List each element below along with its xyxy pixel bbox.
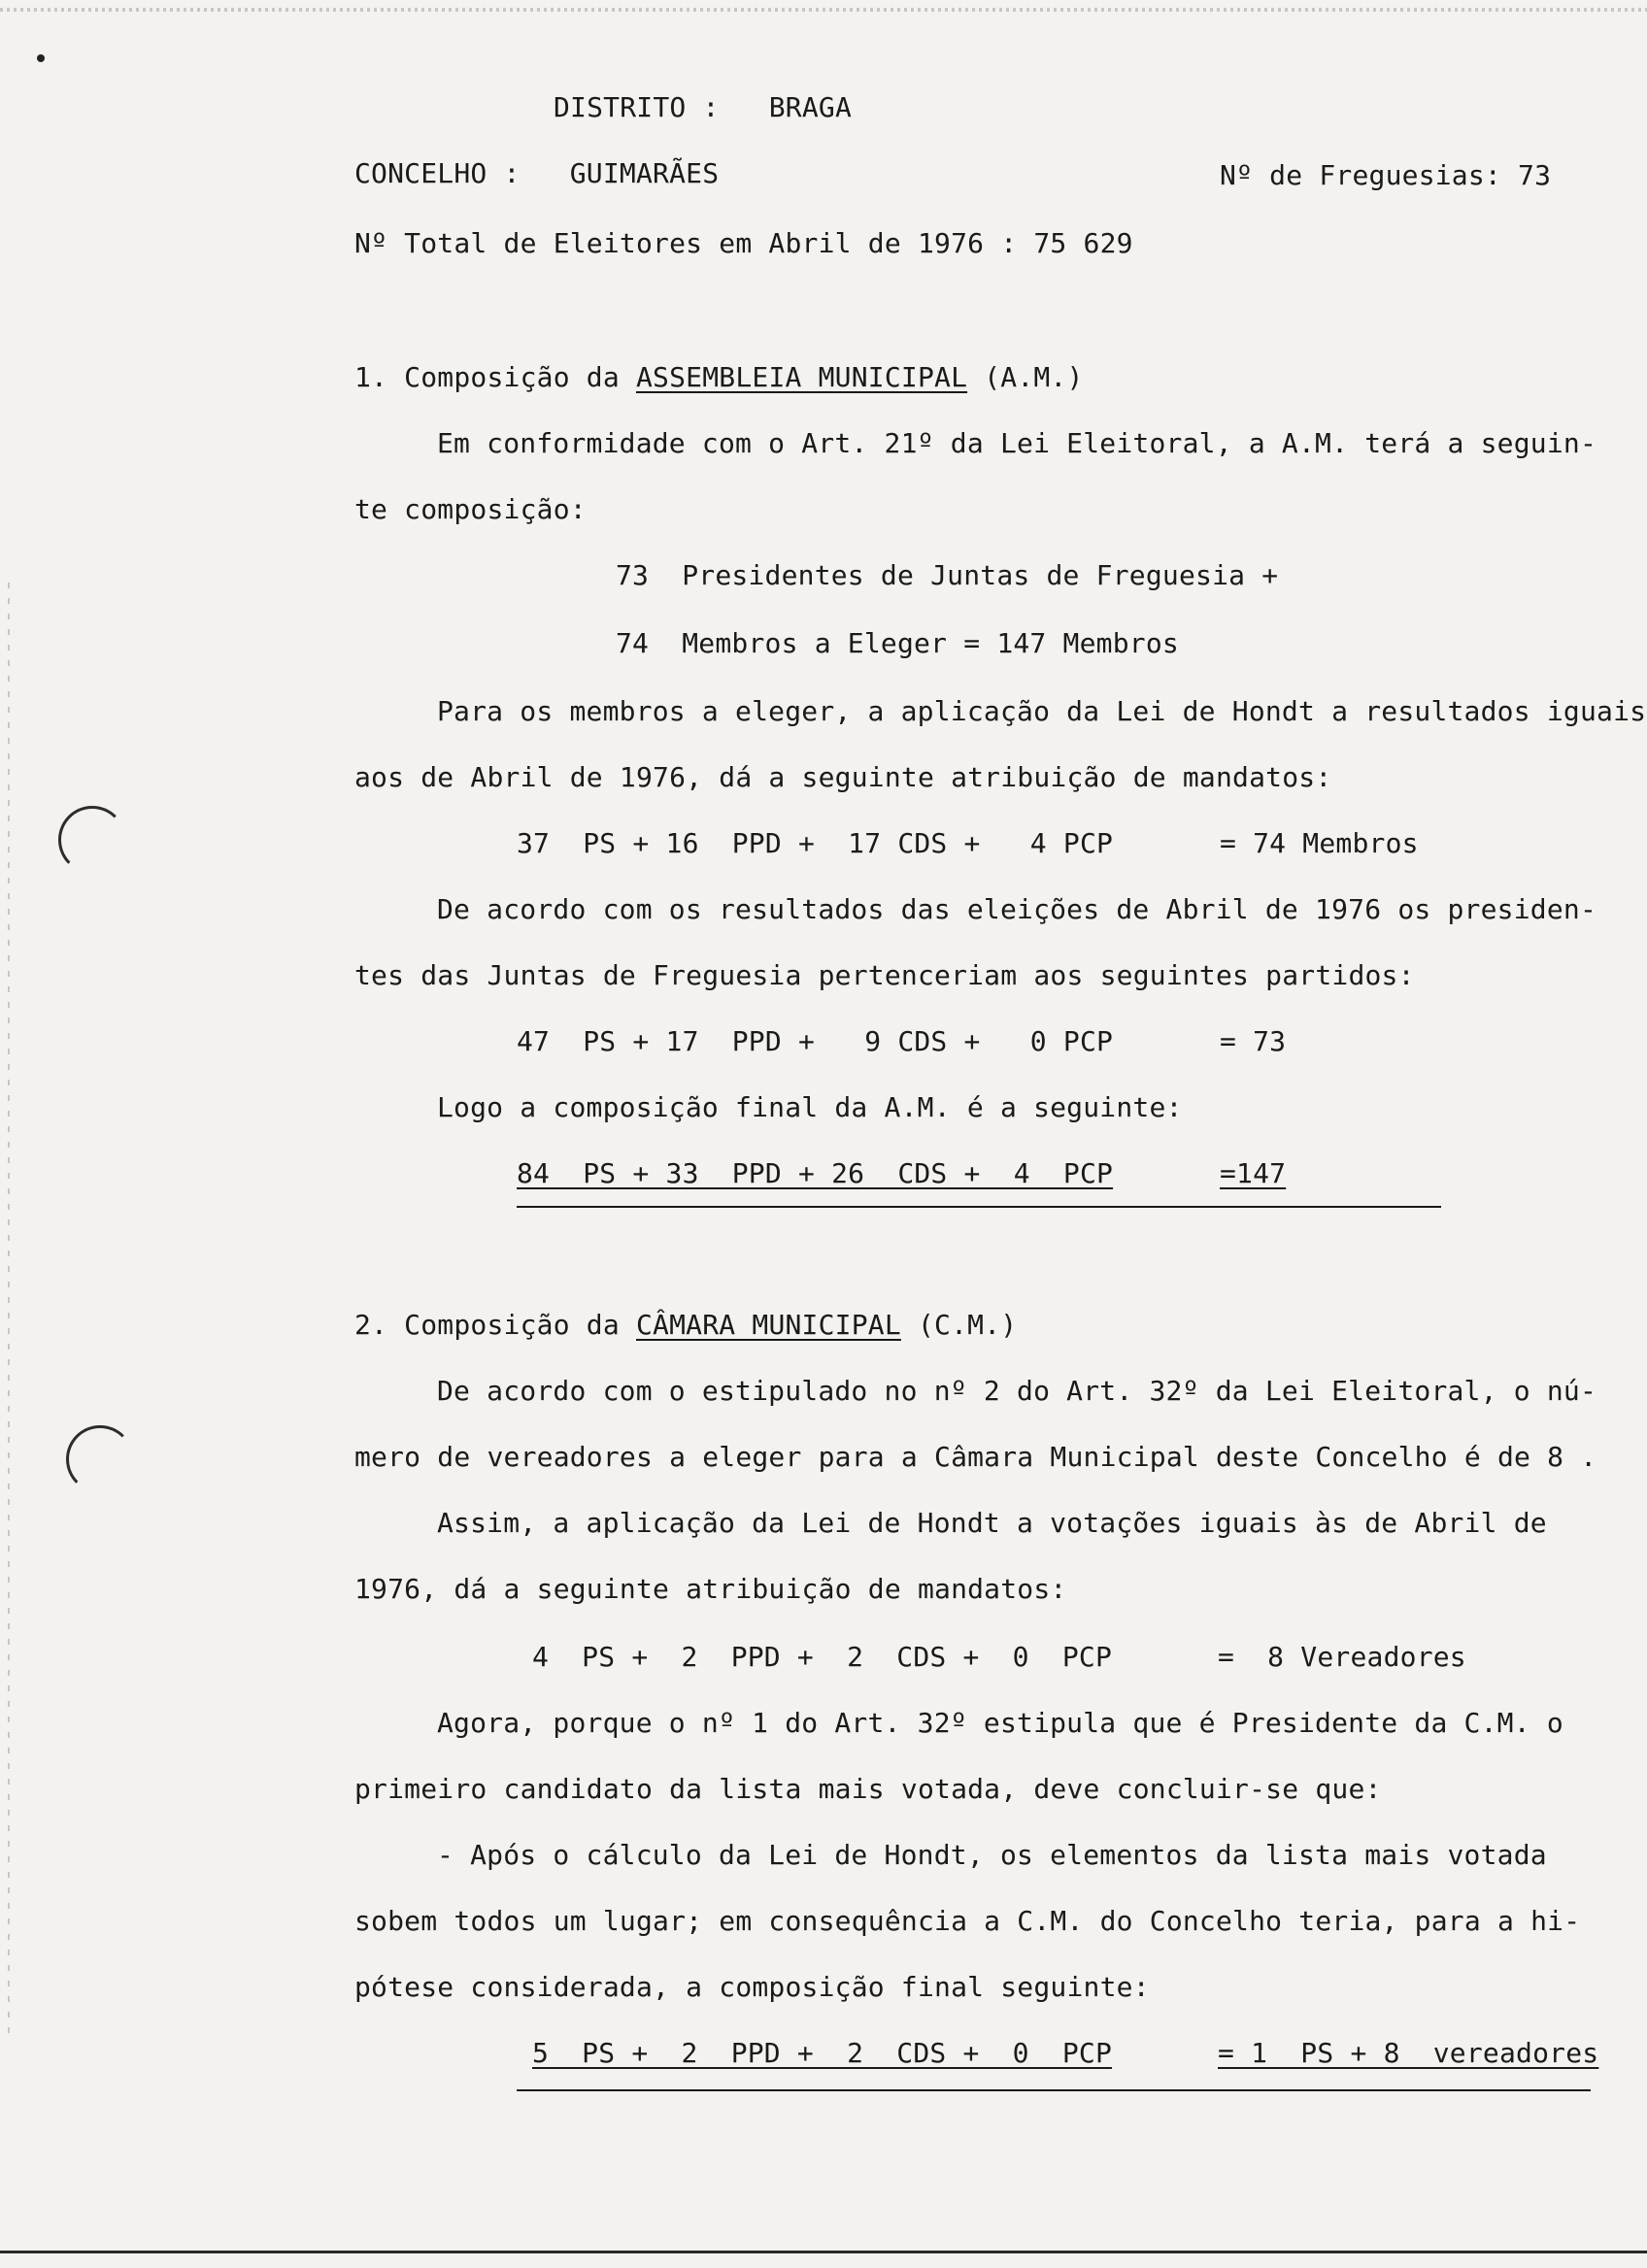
scan-speck <box>37 54 45 62</box>
section1-paragraph4: Logo a composição final da A.M. é a seguinte: <box>437 1091 1183 1123</box>
section2-title: CÂMARA MUNICIPAL <box>635 1309 901 1341</box>
section2-double-rule <box>517 2089 1591 2091</box>
section2-final-equation-left: 5 PS + 2 PPD + 2 CDS + 0 PCP <box>532 2037 1113 2069</box>
section1-final-equation-left: 84 PS + 33 PPD + 26 CDS + 4 PCP <box>517 1157 1114 1189</box>
section1-item-members: 74 Membros a Eleger = 147 Membros <box>616 627 1179 659</box>
section1-heading <box>354 361 1084 394</box>
section1-paragraph1-line1: Em conformidade com o Art. 21º da Lei Eleitoral, a A.M. terá a seguin- <box>437 427 1597 459</box>
eleitores-total: Nº Total de Eleitores em Abril de 1976 : 75 629 <box>354 227 1133 259</box>
scan-edge-left <box>8 583 10 2039</box>
scan-edge-top <box>0 8 1647 12</box>
section2-abbr: (C.M.) <box>900 1309 1018 1341</box>
section2-equation1-left: 4 PS + 2 PPD + 2 CDS + 0 PCP <box>532 1641 1113 1673</box>
section1-final-equation-right: =147 <box>1220 1157 1287 1189</box>
section2-equation1-right: = 8 Vereadores <box>1218 1641 1466 1673</box>
section1-double-rule <box>517 1206 1441 1208</box>
section2-number: 2. Composição da <box>354 1309 636 1341</box>
section1-equation2-right: = 73 <box>1220 1025 1287 1057</box>
section2-paragraph3-line2: primeiro candidato da lista mais votada, deve concluir-se que: <box>354 1773 1382 1805</box>
section1-paragraph2-line1: Para os membros a eleger, a aplicação da Lei de Hondt a resultados iguais <box>437 695 1647 727</box>
section2-paragraph4-line3: pótese considerada, a composição final seguinte: <box>354 1971 1150 2003</box>
section2-paragraph3-line1: Agora, porque o nº 1 do Art. 32º estipula que é Presidente da C.M. o <box>437 1707 1563 1739</box>
section1-paragraph1-line2: te composição: <box>354 493 587 525</box>
concelho-line: CONCELHO : GUIMARÃES <box>354 157 720 189</box>
section2-paragraph4-line1: - Após o cálculo da Lei de Hondt, os elementos da lista mais votada <box>437 1839 1547 1871</box>
scan-edge-bottom <box>0 2251 1647 2253</box>
section2-final-equation-right: = 1 PS + 8 vereadores <box>1218 2037 1599 2069</box>
section2-paragraph2-line2: 1976, dá a seguinte atribuição de mandatos: <box>354 1573 1067 1605</box>
section2-paragraph4-line2: sobem todos um lugar; em consequência a C.M. do Concelho teria, para a hi- <box>354 1905 1581 1937</box>
distrito-line: DISTRITO : BRAGA <box>554 91 853 123</box>
section1-item-presidents: 73 Presidentes de Juntas de Freguesia + <box>616 559 1279 591</box>
section1-abbr: (A.M.) <box>967 361 1084 393</box>
section1-paragraph3-line2: tes das Juntas de Freguesia pertenceriam aos seguintes partidos: <box>354 959 1415 991</box>
punch-hole-bottom <box>66 1425 134 1493</box>
section1-title: ASSEMBLEIA MUNICIPAL <box>635 361 968 393</box>
section1-number: 1. Composição da <box>354 361 636 393</box>
section1-equation2-left: 47 PS + 17 PPD + 9 CDS + 0 PCP <box>517 1025 1114 1057</box>
section1-paragraph3-line1: De acordo com os resultados das eleições de Abril de 1976 os presiden- <box>437 893 1597 925</box>
section1-equation1-right: = 74 Membros <box>1220 827 1419 859</box>
punch-hole-top <box>58 806 126 874</box>
section2-paragraph1-line1: De acordo com o estipulado no nº 2 do Art. 32º da Lei Eleitoral, o nú- <box>437 1375 1597 1407</box>
section2-paragraph2-line1: Assim, a aplicação da Lei de Hondt a votações iguais às de Abril de <box>437 1507 1547 1539</box>
section2-heading <box>354 1309 1017 1342</box>
section2-paragraph1-line2: mero de vereadores a eleger para a Câmara Municipal deste Concelho é de 8 . <box>354 1441 1597 1473</box>
section1-paragraph2-line2: aos de Abril de 1976, dá a seguinte atribuição de mandatos: <box>354 761 1332 793</box>
section1-equation1-left: 37 PS + 16 PPD + 17 CDS + 4 PCP <box>517 827 1114 859</box>
freguesias-count: Nº de Freguesias: 73 <box>1220 159 1552 191</box>
